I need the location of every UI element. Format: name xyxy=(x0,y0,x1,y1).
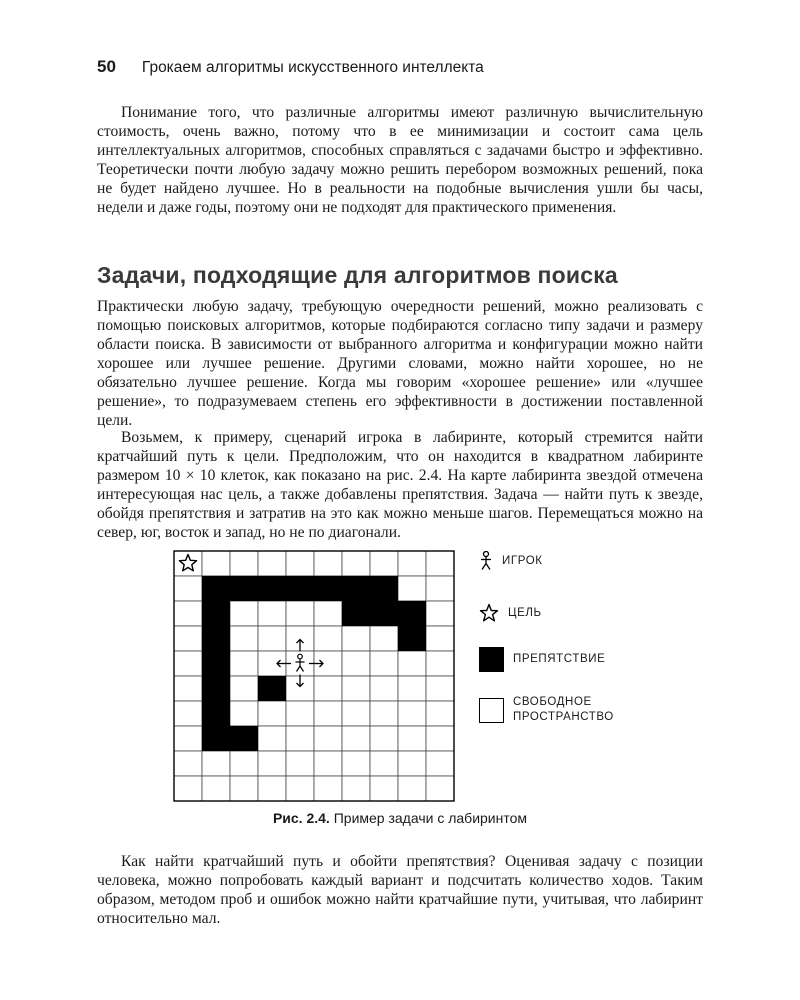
obstacle-cell xyxy=(342,576,370,601)
page-number: 50 xyxy=(97,57,116,76)
grid-cell xyxy=(426,601,454,626)
stick-figure-icon xyxy=(479,551,493,571)
paragraph-1: Понимание того, что различные алгоритмы имеют различную вычислительную стоимость, очень важно, потому что в ее минимизации и состоит сама цель интеллектуальных алгоритмов, способных справляться с задачами быстро и эффективно. Теоретически почти любую задачу можно решить перебором возможных решений, пока не будет найдено лучшее. Но в реальности на подобные вычисления ушли бы часы, недели и даже годы, поэтому они не подходят для практического применения. xyxy=(97,104,703,216)
grid-cell xyxy=(342,726,370,751)
obstacle-swatch xyxy=(479,647,504,672)
grid-cell xyxy=(174,751,202,776)
grid-cell xyxy=(314,726,342,751)
obstacle-cell xyxy=(370,576,398,601)
grid-cell xyxy=(286,776,314,801)
obstacle-cell xyxy=(342,601,370,626)
grid-cell xyxy=(258,701,286,726)
grid-cell xyxy=(286,726,314,751)
grid-cell xyxy=(230,776,258,801)
legend-free-line2: ПРОСТРАНСТВО xyxy=(513,711,614,723)
obstacle-cell xyxy=(370,601,398,626)
legend-free-label xyxy=(513,695,614,725)
legend-goal-label: ЦЕЛЬ xyxy=(508,606,542,619)
running-header xyxy=(97,57,484,77)
grid-cell xyxy=(314,601,342,626)
grid-cell xyxy=(342,751,370,776)
grid-cell xyxy=(174,726,202,751)
grid-cell xyxy=(202,751,230,776)
maze-grid xyxy=(173,550,455,802)
grid-cell xyxy=(370,701,398,726)
grid-cell xyxy=(230,626,258,651)
grid-cell xyxy=(370,651,398,676)
book-title: Грокаем алгоритмы искусственного интеллекта xyxy=(141,59,484,76)
obstacle-cell xyxy=(230,726,258,751)
grid-cell xyxy=(426,651,454,676)
grid-cell xyxy=(286,601,314,626)
obstacle-cell xyxy=(398,601,426,626)
grid-cell xyxy=(370,751,398,776)
grid-cell xyxy=(258,726,286,751)
grid-cell xyxy=(342,626,370,651)
legend-free-line1: СВОБОДНОЕ xyxy=(513,696,592,708)
grid-cell xyxy=(174,776,202,801)
grid-cell xyxy=(398,651,426,676)
figure-caption-label: Рис. 2.4. xyxy=(272,810,330,826)
maze-figure xyxy=(173,550,455,802)
grid-cell xyxy=(258,626,286,651)
grid-cell xyxy=(426,701,454,726)
grid-cell xyxy=(230,651,258,676)
grid-cell xyxy=(258,601,286,626)
grid-cell xyxy=(426,676,454,701)
paragraph-4: Как найти кратчайший путь и обойти препятствия? Оценивая задачу с позиции человека, можно попробовать каждый вариант и подсчитать количество ходов. Таким образом, методом проб и ошибок можно найти кратчайшие пути, учитывая, что лабиринт относительно мал. xyxy=(97,853,703,927)
grid-cell xyxy=(426,626,454,651)
grid-cell xyxy=(314,626,342,651)
legend-free-space xyxy=(479,695,614,725)
grid-cell xyxy=(174,651,202,676)
grid-cell xyxy=(398,726,426,751)
grid-cell xyxy=(174,626,202,651)
obstacle-cell xyxy=(202,676,230,701)
grid-cell xyxy=(286,551,314,576)
grid-cell xyxy=(370,551,398,576)
legend-goal xyxy=(479,603,542,623)
figure-caption-text: Пример задачи с лабиринтом xyxy=(329,810,528,826)
grid-cell xyxy=(398,776,426,801)
grid-cell xyxy=(230,751,258,776)
legend-player xyxy=(479,551,543,571)
grid-cell xyxy=(286,751,314,776)
grid-cell xyxy=(230,551,258,576)
grid-cell xyxy=(174,676,202,701)
grid-cell xyxy=(342,676,370,701)
grid-cell xyxy=(398,751,426,776)
grid-cell xyxy=(314,551,342,576)
grid-cell xyxy=(286,701,314,726)
section-heading: Задачи, подходящие для алгоритмов поиска xyxy=(97,262,618,288)
grid-cell xyxy=(202,551,230,576)
obstacle-cell xyxy=(202,626,230,651)
legend-obstacle xyxy=(479,647,605,672)
grid-cell xyxy=(426,576,454,601)
grid-cell xyxy=(230,601,258,626)
grid-cell xyxy=(314,776,342,801)
obstacle-cell xyxy=(202,651,230,676)
grid-cell xyxy=(426,726,454,751)
free-space-swatch xyxy=(479,698,504,723)
grid-cell xyxy=(342,776,370,801)
grid-cell xyxy=(202,776,230,801)
grid-cell xyxy=(258,551,286,576)
obstacle-cell xyxy=(202,701,230,726)
grid-cell xyxy=(230,676,258,701)
obstacle-cell xyxy=(202,726,230,751)
grid-cell xyxy=(370,726,398,751)
obstacle-cell xyxy=(314,576,342,601)
grid-cell xyxy=(314,751,342,776)
obstacle-cell xyxy=(398,626,426,651)
grid-cell xyxy=(174,576,202,601)
grid-cell xyxy=(342,651,370,676)
obstacle-cell xyxy=(258,576,286,601)
maze-legend xyxy=(479,547,659,737)
grid-cell xyxy=(314,676,342,701)
grid-cell xyxy=(174,601,202,626)
figure-caption xyxy=(0,810,800,826)
grid-cell xyxy=(258,751,286,776)
grid-cell xyxy=(370,676,398,701)
grid-cell xyxy=(230,701,258,726)
grid-cell xyxy=(398,676,426,701)
star-icon xyxy=(479,603,499,623)
grid-cell xyxy=(398,701,426,726)
obstacle-cell xyxy=(286,576,314,601)
grid-cell xyxy=(258,776,286,801)
grid-cell xyxy=(426,776,454,801)
paragraph-2: Практически любую задачу, требующую очередности решений, можно реализовать с помощью поисковых алгоритмов, которые подбираются согласно типу задачи и размеру области поиска. В зависимости от выбранного алгоритма и конфигурации можно найти хорошее или лучшее решение. Другими словами, можно найти хорошее, но не обязательно лучшее решение. Когда мы говорим «хорошее решение» или «лучшее решение», то подразумеваем степень его эффективности в достижении поставленной цели. xyxy=(97,298,703,429)
grid-cell xyxy=(314,701,342,726)
grid-cell xyxy=(342,701,370,726)
obstacle-cell xyxy=(230,576,258,601)
grid-cell xyxy=(370,626,398,651)
grid-cell xyxy=(398,576,426,601)
grid-cell xyxy=(398,551,426,576)
obstacle-cell xyxy=(202,601,230,626)
obstacle-cell xyxy=(202,576,230,601)
legend-player-label: ИГРОК xyxy=(502,554,543,567)
grid-cell xyxy=(342,551,370,576)
obstacle-cell xyxy=(258,676,286,701)
grid-cell xyxy=(426,751,454,776)
grid-cell xyxy=(174,701,202,726)
legend-obstacle-label: ПРЕПЯТСТВИЕ xyxy=(513,653,606,665)
paragraph-3: Возьмем, к примеру, сценарий игрока в лабиринте, который стремится найти кратчайший путь к цели. Предположим, что он находится в квадратном лабиринте размером 10 × 10 клеток, как показано на рис. 2.4. На карте лабиринта звездой отмечена интересующая нас цель, а также добавлены препятствия. Задача — найти путь к звезде, обойдя препятствия и затратив на это как можно меньше шагов. Перемещаться можно на север, юг, восток и запад, но не по диагонали. xyxy=(97,429,703,541)
grid-cell xyxy=(370,776,398,801)
grid-cell xyxy=(426,551,454,576)
